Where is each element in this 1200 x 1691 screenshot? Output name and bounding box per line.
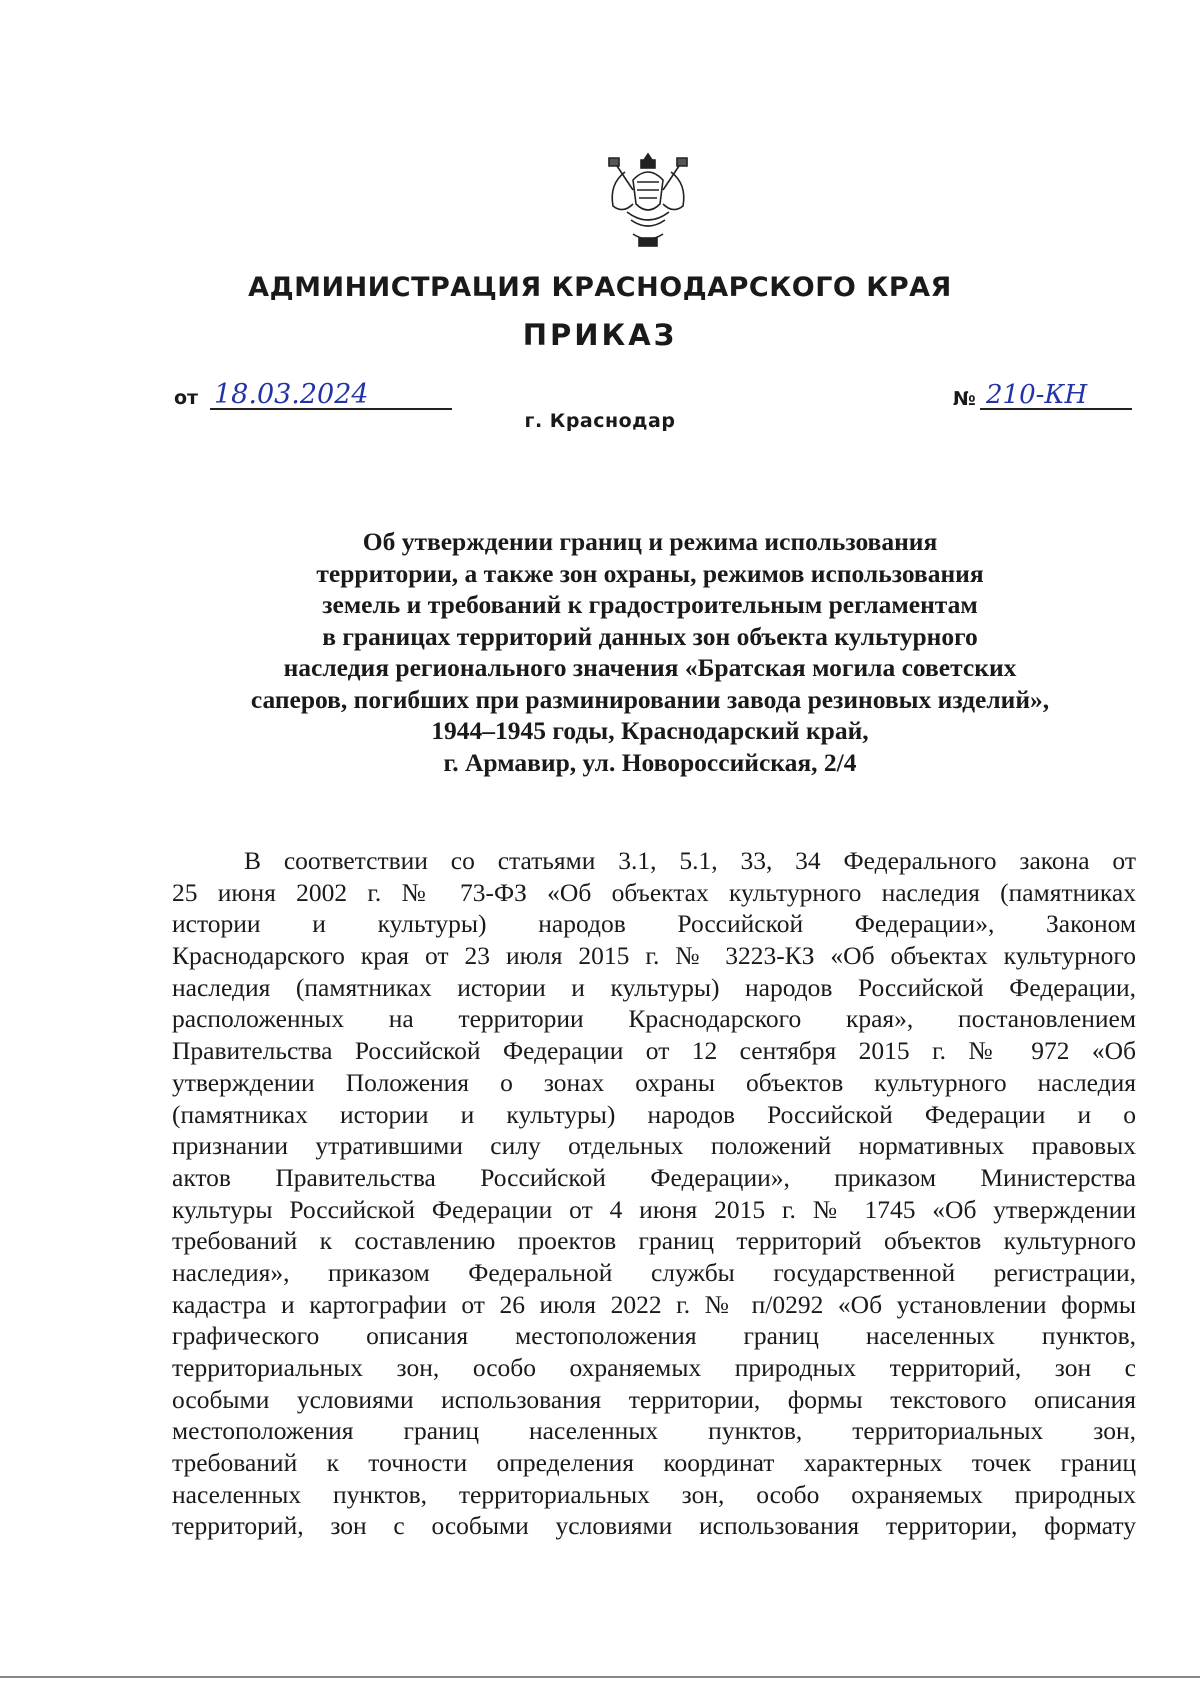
document-title xyxy=(190,526,1110,778)
organization-name: АДМИНИСТРАЦИЯ КРАСНОДАРСКОГО КРАЯ xyxy=(248,272,952,303)
title-line: г. Армавир, ул. Новороссийская, 2/4 xyxy=(443,747,857,777)
body-line: 25 июня 2002 г. № 73-ФЗ «Об объектах культурного наследия (памятниках xyxy=(172,877,1136,907)
document-type: ПРИКАЗ xyxy=(522,318,678,352)
body-line: расположенных на территории Краснодарского края», постановлением xyxy=(172,1004,1136,1034)
body-line: кадастра и картографии от 26 июля 2022 г. № п/0292 «Об установлении формы xyxy=(172,1289,1136,1319)
city-label: г. Краснодар xyxy=(524,410,676,432)
body-line: наследия (памятниках истории и культуры) народов Российской Федерации, xyxy=(172,972,1136,1002)
title-line: территории, а также зон охраны, режимов использования xyxy=(316,558,984,588)
body-line: наследия», приказом Федеральной службы государственной регистрации, xyxy=(172,1257,1136,1287)
title-line: Об утверждении границ и режима использования xyxy=(362,527,938,556)
page-bottom-rule xyxy=(0,1676,1200,1678)
body-line: территориальных зон, особо охраняемых природных территорий, зон с xyxy=(172,1353,1136,1382)
body-line: культуры Российской Федерации от 4 июня 2015 г. № 1745 «Об утверждении xyxy=(172,1194,1136,1224)
body-line: В соответствии со статьями 3.1, 5.1, 33, 34 Федерального закона от xyxy=(244,846,1136,875)
body-line: требований к составлению проектов границ территорий объектов культурного xyxy=(172,1226,1136,1256)
body-line: Правительства Российской Федерации от 12 сентября 2015 г. № 972 «Об xyxy=(172,1036,1136,1066)
title-line: 1944–1945 годы, Краснодарский край, xyxy=(431,716,869,745)
body-line: истории и культуры) народов Российской Федерации», Законом xyxy=(172,909,1136,939)
body-line: графического описания местоположения границ населенных пунктов, xyxy=(172,1321,1136,1351)
date-label: от xyxy=(174,387,199,409)
number-label: № xyxy=(953,388,976,410)
body-paragraph xyxy=(172,845,1136,1542)
title-line: саперов, погибших при разминировании завода резиновых изделий», xyxy=(250,684,1050,714)
title-line: наследия регионального значения «Братская могила советских xyxy=(283,653,1017,682)
body-line: признании утратившими силу отдельных положений нормативных правовых xyxy=(172,1131,1136,1161)
body-line: утверждении Положения о зонах охраны объектов культурного наследия xyxy=(172,1067,1136,1097)
body-line: Краснодарского края от 23 июля 2015 г. № 3223-КЗ «Об объектах культурного xyxy=(172,941,1136,971)
body-line: особыми условиями использования территории, формы текстового описания xyxy=(172,1384,1136,1414)
body-line: требований к точности определения координат характерных точек границ xyxy=(172,1448,1136,1478)
body-line: населенных пунктов, территориальных зон, особо охраняемых природных xyxy=(172,1479,1136,1509)
title-line: в границах территорий данных зон объекта культурного xyxy=(322,621,978,651)
coat-of-arms-emblem xyxy=(603,150,693,250)
body-line: территорий, зон с особыми условиями использования территории, формату xyxy=(172,1511,1136,1541)
body-line: местоположения границ населенных пунктов, территориальных зон, xyxy=(172,1416,1136,1446)
document-number-field: 210-КН xyxy=(980,380,1132,410)
date-field: 18.03.2024 xyxy=(210,380,452,410)
body-line: актов Правительства Российской Федерации», приказом Министерства xyxy=(172,1162,1136,1192)
body-line: (памятниках истории и культуры) народов Российской Федерации и о xyxy=(172,1099,1136,1129)
title-line: земель и требований к градостроительным регламентам xyxy=(322,590,978,619)
